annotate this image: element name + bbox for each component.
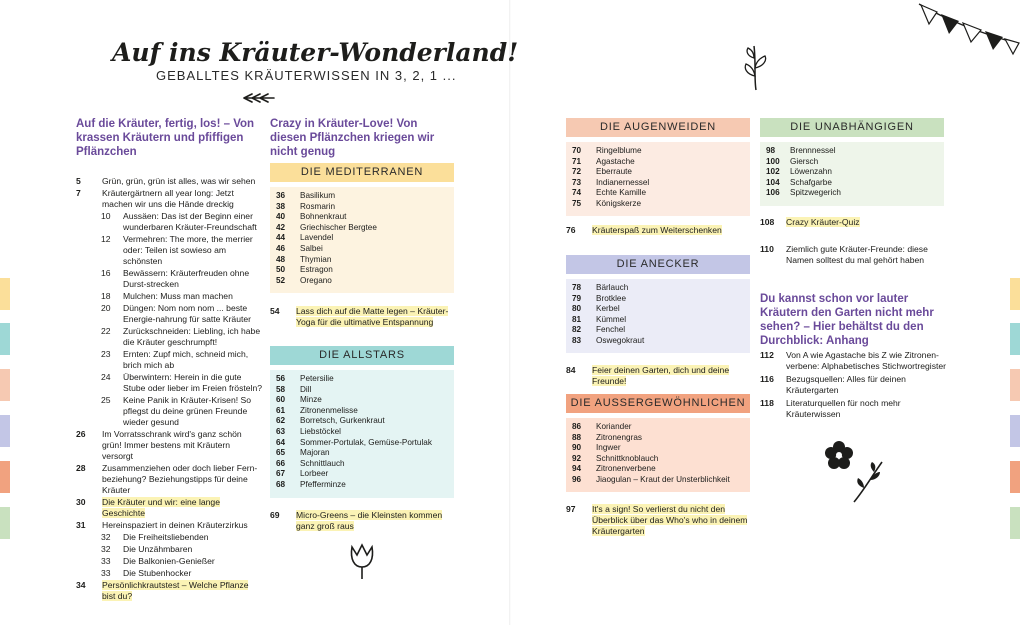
section-list-mediterranean bbox=[270, 187, 454, 293]
toc-entry[interactable]: 31 Hereinspaziert in deinen Kräuterzirkus bbox=[76, 520, 248, 530]
list-item[interactable]: 79 Brotklee bbox=[572, 293, 627, 303]
toc-entry[interactable]: 5 Grün, grün, grün ist alles, was wir sehen bbox=[76, 176, 256, 186]
side-tab-yellow bbox=[0, 278, 10, 310]
toc-subentry[interactable]: 20 Düngen: Nom nom nom ... beste Energie-nahrung für satte Kräuter bbox=[101, 303, 252, 324]
section-list-anecker bbox=[566, 279, 750, 353]
toc-entry[interactable]: 112 Von A wie Agastache bis Z wie Zitronen-verbene: Alphabetisches Stichwortregister bbox=[760, 350, 947, 371]
side-tab-coral bbox=[1010, 461, 1020, 493]
branch-icon bbox=[850, 458, 886, 504]
section-list-aussergewoehnlichen bbox=[566, 418, 750, 492]
list-item[interactable]: 61 Zitronenmelisse bbox=[276, 405, 358, 415]
list-item[interactable]: 83 Oswegokraut bbox=[572, 335, 645, 345]
list-item[interactable]: 60 Minze bbox=[276, 395, 322, 405]
toc-entry[interactable]: 69 Micro-Greens – die Kleinsten kommen ganz groß raus bbox=[270, 510, 443, 531]
toc-entry[interactable]: 84 Feier deinen Garten, dich und deine Freunde! bbox=[566, 365, 730, 386]
section-header-anecker[interactable]: DIE ANECKER bbox=[566, 255, 750, 274]
list-item[interactable]: 74 Echte Kamille bbox=[572, 188, 647, 198]
toc-subentry[interactable]: 25 Keine Panik in Kräuter-Krisen! So pflegst du deine grünen Freunde wieder gesund bbox=[101, 395, 252, 427]
section-list-allstars bbox=[270, 370, 454, 498]
toc-subentry[interactable]: 33 Die Stubenhocker bbox=[101, 568, 192, 578]
side-tab-lavender bbox=[1010, 415, 1020, 447]
list-item[interactable]: 98 Brennnessel bbox=[766, 146, 836, 155]
list-item[interactable]: 90 Ingwer bbox=[572, 443, 621, 453]
col1-toc bbox=[76, 176, 262, 603]
toc-entry[interactable]: 76 Kräuterspaß zum Weiterschenken bbox=[566, 225, 722, 235]
list-item[interactable]: 71 Agastache bbox=[572, 156, 635, 166]
toc-entry[interactable]: 116 Bezugsquellen: Alles für deinen Kräutergarten bbox=[760, 374, 906, 395]
list-item[interactable]: 106 Spitzwegerich bbox=[766, 188, 841, 198]
list-item[interactable]: 72 Eberraute bbox=[572, 167, 632, 177]
bunting-icon bbox=[917, 0, 1020, 56]
side-tab-lavender bbox=[0, 415, 10, 447]
toc-subentry[interactable]: 23 Ernten: Zupf mich, schneid mich, brich mich ab bbox=[101, 349, 249, 370]
side-tab-green bbox=[1010, 507, 1020, 539]
section-header-aussergewoehnlichen[interactable]: DIE AUSSERGEWÖHNLICHEN bbox=[566, 394, 750, 413]
side-tab-teal bbox=[0, 323, 10, 355]
list-item[interactable]: 100 Giersch bbox=[766, 156, 819, 166]
toc-entry[interactable]: 28 Zusammenziehen oder doch lieber Fern-beziehung? Beziehungstipps für deine Kräuter bbox=[76, 463, 258, 495]
list-item[interactable]: 52 Oregano bbox=[276, 275, 332, 285]
col1-intro: Auf die Kräuter, fertig, los! – Von krassen Kräutern und pfiffigen Pflänzchen bbox=[76, 118, 255, 158]
toc-subentry[interactable]: 32 Die Freiheitsliebenden bbox=[101, 532, 209, 542]
section-header-allstars[interactable]: DIE ALLSTARS bbox=[270, 346, 454, 365]
toc-subentry[interactable]: 32 Die Unzähmbaren bbox=[101, 544, 193, 554]
list-item[interactable]: 36 Basilikum bbox=[276, 191, 336, 200]
section-header-mediterranean[interactable]: DIE MEDITERRANEN bbox=[270, 163, 454, 182]
toc-subentry[interactable]: 12 Vermehren: The more, the merrier oder: Teilen ist sowieso am schönsten bbox=[101, 234, 253, 266]
list-item[interactable]: 64 Sommer-Portulak, Gemüse-Portulak bbox=[276, 437, 432, 447]
section-header-augenweiden[interactable]: DIE AUGENWEIDEN bbox=[566, 118, 750, 137]
toc-subentry[interactable]: 33 Die Balkonien-Genießer bbox=[101, 556, 215, 566]
list-item[interactable]: 40 Bohnenkraut bbox=[276, 212, 347, 222]
list-item[interactable]: 75 Königskerze bbox=[572, 198, 642, 208]
toc-entry[interactable]: 34 Persönlichkrautstest – Welche Pflanze bist du? bbox=[76, 580, 249, 601]
list-item[interactable]: 86 Koriander bbox=[572, 422, 632, 431]
side-tab-peach bbox=[0, 369, 10, 401]
toc-entry[interactable]: 26 Im Vorratsschrank wird's ganz schön grün! Immer bestens mit Kräutern versorgt bbox=[76, 429, 242, 461]
side-tab-yellow bbox=[1010, 278, 1020, 310]
toc-entry[interactable]: 108 Crazy Kräuter-Quiz bbox=[760, 217, 860, 227]
list-item[interactable]: 66 Schnittlauch bbox=[276, 458, 345, 468]
toc-subentry[interactable]: 18 Mulchen: Muss man machen bbox=[101, 291, 233, 301]
side-tab-coral bbox=[0, 461, 10, 493]
side-tab-teal bbox=[1010, 323, 1020, 355]
list-item[interactable]: 70 Ringelblume bbox=[572, 146, 642, 155]
toc-subentry[interactable]: 24 Überwintern: Herein in die gute Stube oder lieber im Freien frösteln? bbox=[101, 372, 263, 393]
list-item[interactable]: 80 Kerbel bbox=[572, 304, 620, 314]
list-item[interactable]: 50 Estragon bbox=[276, 265, 333, 275]
side-tab-green bbox=[0, 507, 10, 539]
list-item[interactable]: 62 Borretsch, Gurkenkraut bbox=[276, 416, 385, 426]
list-item[interactable]: 82 Fenchel bbox=[572, 325, 626, 335]
list-item[interactable]: 92 Schnittknoblauch bbox=[572, 453, 659, 463]
list-item[interactable]: 58 Dill bbox=[276, 384, 312, 394]
toc-entry[interactable]: 97 It's a sign! So verlierst du nicht den Überblick über das Who's who in deinem Kräutergarten bbox=[566, 504, 748, 536]
toc-entry[interactable]: 54 Lass dich auf die Matte legen – Kräuter-Yoga für die ultimative Entspannung bbox=[270, 306, 449, 327]
col4-toc bbox=[760, 350, 950, 421]
toc-entry[interactable]: 118 Literaturquellen für noch mehr Kräuterwissen bbox=[760, 398, 901, 419]
toc-entry[interactable]: 30 Die Kräuter und wir: eine lange Geschichte bbox=[76, 497, 220, 518]
list-item[interactable]: 56 Petersilie bbox=[276, 374, 334, 383]
leaf-sprig-icon bbox=[740, 42, 772, 92]
tulip-icon bbox=[346, 541, 378, 581]
list-item[interactable]: 38 Rosmarin bbox=[276, 201, 336, 211]
toc-subentry[interactable]: 10 Aussäen: Das ist der Beginn einer wunderbaren Kräuter-Freundschaft bbox=[101, 211, 257, 232]
list-item[interactable]: 42 Griechischer Bergtee bbox=[276, 222, 377, 232]
list-item[interactable]: 44 Lavendel bbox=[276, 233, 334, 243]
section-list-unabhaengigen bbox=[760, 142, 944, 206]
list-item[interactable]: 68 Pfefferminze bbox=[276, 479, 346, 489]
list-item[interactable]: 46 Salbei bbox=[276, 243, 323, 253]
col4-intro: Du kannst schon vor lauter Kräutern den Garten nicht mehr sehen? – Hier behältst du den Durchblick: Anhang bbox=[760, 293, 934, 347]
page-subtitle: GEBALLTES KRÄUTERWISSEN IN 3, 2, 1 ... bbox=[156, 68, 457, 83]
list-item[interactable]: 88 Zitronengras bbox=[572, 432, 642, 442]
list-item[interactable]: 102 Löwenzahn bbox=[766, 167, 832, 177]
list-item[interactable]: 78 Bärlauch bbox=[572, 283, 629, 292]
page-gutter bbox=[509, 0, 511, 625]
list-item[interactable]: 65 Majoran bbox=[276, 448, 330, 458]
list-item[interactable]: 63 Liebstöckel bbox=[276, 426, 341, 436]
list-item[interactable]: 104 Schafgarbe bbox=[766, 177, 832, 187]
list-item[interactable]: 96 Jiaogulan – Kraut der Unsterblichkeit bbox=[572, 474, 730, 484]
toc-entry[interactable]: 7 Kräutergärtnern all year long: Jetzt machen wir uns die Hände dreckig bbox=[76, 188, 234, 209]
side-tab-peach bbox=[1010, 369, 1020, 401]
section-list-augenweiden bbox=[566, 142, 750, 216]
col2-intro: Crazy in Kräuter-Love! Von diesen Pflänzchen kriegen wir nicht genug bbox=[270, 118, 435, 158]
page-title: Auf ins Kräuter-Wonderland! bbox=[112, 38, 519, 67]
arrow-doodle-icon bbox=[242, 92, 276, 104]
list-item[interactable]: 73 Indianernessel bbox=[572, 177, 650, 187]
list-item[interactable]: 94 Zitronenverbene bbox=[572, 464, 656, 474]
section-header-unabhaengigen[interactable]: DIE UNABHÄNGIGEN bbox=[760, 118, 944, 137]
toc-subentry[interactable]: 22 Zurückschneiden: Liebling, ich habe die Kräuter geschrumpft! bbox=[101, 326, 261, 347]
toc-subentry[interactable]: 16 Bewässern: Kräuterfreuden ohne Durst-strecken bbox=[101, 268, 250, 289]
toc-entry[interactable]: 110 Ziemlich gute Kräuter-Freunde: diese Namen solltest du mal gehört haben bbox=[760, 244, 928, 265]
list-item[interactable]: 81 Kümmel bbox=[572, 314, 627, 324]
list-item[interactable]: 67 Lorbeer bbox=[276, 469, 329, 479]
list-item[interactable]: 48 Thymian bbox=[276, 254, 332, 264]
